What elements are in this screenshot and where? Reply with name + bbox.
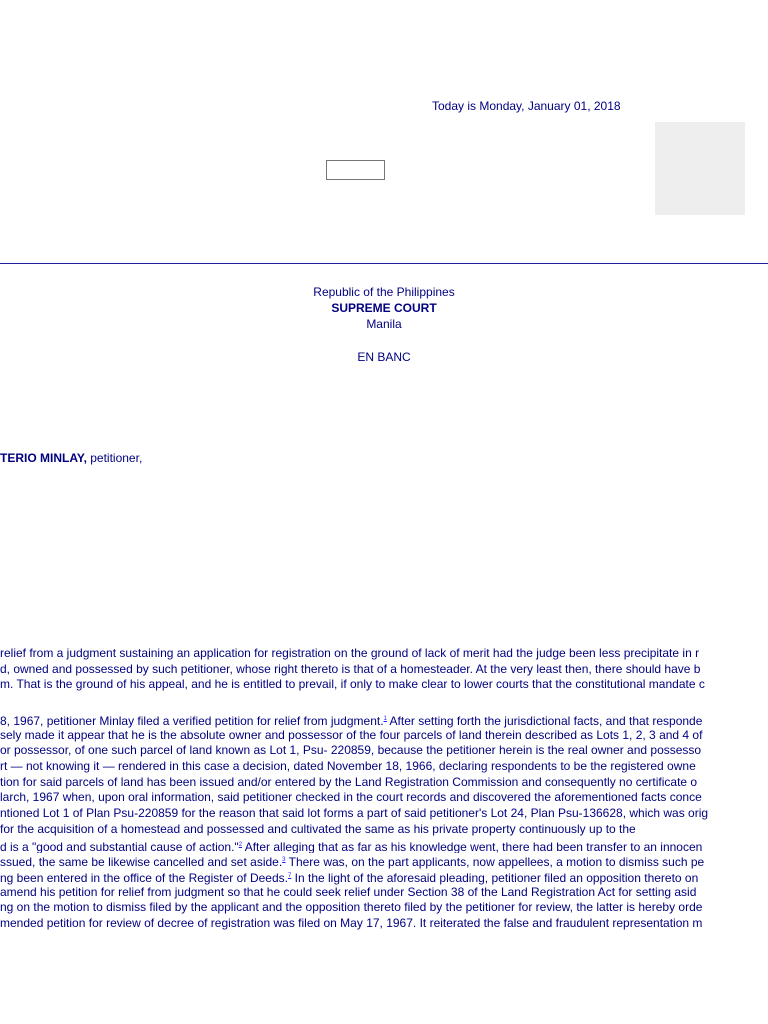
footnote-link[interactable]: 1 <box>383 716 387 722</box>
paragraph-1 <box>0 646 768 693</box>
line-text: ssued, the same be likewise cancelled and set aside. <box>0 855 283 869</box>
line-text: sely made it appear that he is the absolute owner and possessor of the four parcels of land therein described as Lots 1, 2, 3 and 4 of <box>0 727 703 742</box>
paragraph-line <box>0 759 768 775</box>
paragraph-line <box>0 885 768 901</box>
line-text: rt — not knowing it — rendered in this case a decision, dated November 18, 1966, declaring respondents to be the registered owne <box>0 759 696 774</box>
date-line: Today is Monday, January 01, 2018 <box>432 99 621 113</box>
paragraph-line: relief from a judgment sustaining an application for registration on the ground of lack of merit had the judge been less precipitate in r <box>0 646 700 660</box>
search-input[interactable] <box>326 160 385 180</box>
line-text: ng been entered in the office of the Register of Deeds. <box>0 870 288 885</box>
paragraph-line <box>0 869 768 885</box>
paragraph-line <box>0 790 768 806</box>
line-text: or possessor, of one such parcel of land known as Lot 1, Psu- 220859, because the petitioner herein is the real owner and possesso <box>0 743 702 758</box>
line-text-continued: There was, on the part applicants, now appellees, a motion to dismiss such pe <box>285 855 705 869</box>
divider-rule <box>0 263 768 264</box>
court-republic: Republic of the Philippines <box>313 285 455 299</box>
paragraph-line <box>0 838 768 854</box>
paragraph-line <box>0 853 768 869</box>
line-text: amend his petition for relief from judgment so that he could seek relief under Section 38 of the Land Registration Act for setting asid <box>0 884 697 899</box>
paragraph-line <box>0 775 768 791</box>
paragraph-line <box>0 916 768 932</box>
line-text: ntioned Lot 1 of Plan Psu-220859 for the reason that said lot forms a part of said petitioner's Lot 24, Plan Psu-136628, which was orig <box>0 806 709 821</box>
line-text-continued: After alleging that as far as his knowledge went, there had been transfer to an innocen <box>242 839 703 854</box>
line-text: d is a "good and substantial cause of action." <box>0 839 239 854</box>
line-text: larch, 1967 when, upon oral information, said petitioner checked in the court records and discovered the aforementioned facts conce <box>0 790 702 805</box>
grey-panel <box>655 122 745 215</box>
footnote-link[interactable]: 2 <box>238 841 243 848</box>
court-city: Manila <box>366 317 402 331</box>
paragraph-line: d, owned and possessed by such petitioner, whose right thereto is that of a homesteader. At the very least then, there should have b <box>0 661 701 676</box>
petitioner-name: TERIO MINLAY, <box>0 451 87 465</box>
line-text: 8, 1967, petitioner Minlay filed a verified petition for relief from judgment. <box>0 714 384 728</box>
line-text-continued: After setting forth the jurisdictional facts, and that responde <box>386 714 703 728</box>
footnote-link[interactable]: 3 <box>282 857 286 864</box>
paragraph-line: m. That is the ground of his appeal, and he is entitled to prevail, if only to make clear to lower courts that the constitutional mandate c <box>0 677 705 692</box>
line-text-continued: In the light of the aforesaid pleading, petitioner filed an opposition thereto on <box>291 870 699 885</box>
line-text: mended petition for review of decree of registration was filed on May 17, 1967. It reiterated the false and fraudulent representation m <box>0 915 703 930</box>
line-text: tion for said parcels of land has been issued and/or entered by the Land Registration Commission and consequently no certificate o <box>0 774 698 789</box>
paragraph-line <box>0 712 768 728</box>
court-division: EN BANC <box>357 350 411 364</box>
paragraph-line <box>0 822 768 838</box>
paragraph-2 <box>0 712 768 932</box>
paragraph-line <box>0 806 768 822</box>
line-text: for the acquisition of a homestead and possessed and cultivated the same as his private property continuously up to the <box>0 821 636 836</box>
parties-line <box>0 451 142 465</box>
paragraph-line <box>0 900 768 916</box>
line-text: ng on the motion to dismiss filed by the applicant and the opposition thereto filed by the petitioner for review, the latter is hereby orde <box>0 900 703 915</box>
paragraph-line <box>0 728 768 744</box>
petitioner-role: petitioner, <box>86 451 143 465</box>
paragraph-line <box>0 743 768 759</box>
footnote-link[interactable]: 7 <box>287 872 292 879</box>
court-name: SUPREME COURT <box>331 301 437 315</box>
